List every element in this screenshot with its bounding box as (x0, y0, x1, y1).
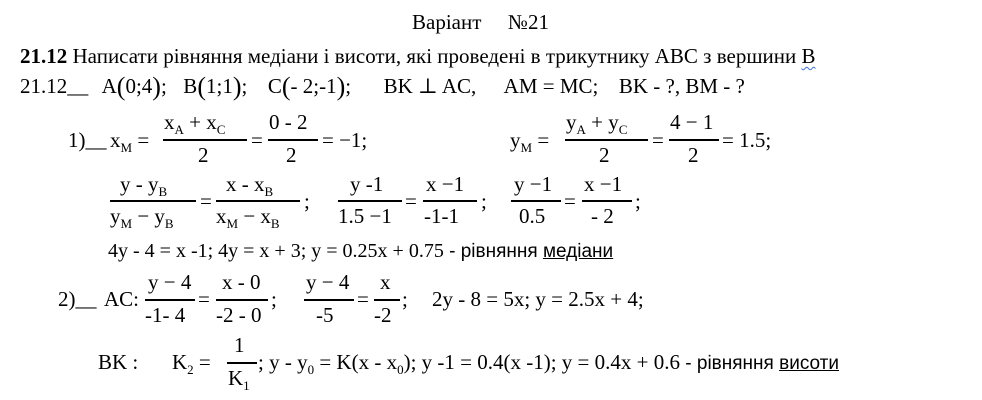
problem-text: Написати рівняння медіани і висоти, які проведені в трикутнику АВС з вершини (67, 44, 802, 68)
line-sep-2: ; (481, 189, 487, 213)
point-a-name: A (101, 74, 117, 98)
ac-f3-denominator: -5 (316, 303, 334, 327)
line-f5-denominator: 0.5 (519, 204, 546, 228)
line-f2-bar (216, 200, 300, 202)
bk-label: BK : (98, 350, 139, 374)
xm-numerator-2: 0 - 2 (269, 110, 308, 134)
ac-tail: 2y - 8 = 5x; y = 2.5x + 4; (432, 287, 644, 311)
ym-result: = 1.5; (722, 128, 772, 152)
bk-k2: $K_2$ = (172, 350, 211, 377)
problem-statement (20, 44, 815, 69)
xm-result: = −1; (322, 128, 368, 152)
variant-title (412, 10, 549, 35)
xm-equals: = (251, 128, 263, 152)
xm-lhs: $x_M$ = (110, 128, 150, 155)
line-f4-denominator: -1-1 (424, 204, 459, 228)
bk-k-numerator: 1 (234, 333, 245, 357)
line-f2-numerator: x - $x_B$ (226, 172, 274, 199)
condition-perpendicular: BK ⊥ AC, (383, 74, 477, 98)
line-f5-bar (511, 200, 561, 202)
bk-equation: ; $y - y_0 = K(x - x_0)$; y -1 = 0.4(x -1); y = 0.4x + 0.6 - рівняння висоти (258, 350, 839, 377)
line-f1-bar (110, 200, 196, 202)
median-result-word: медіани (542, 241, 614, 262)
ac-f2-numerator: x - 0 (222, 270, 261, 294)
xm-fraction-bar (163, 139, 247, 141)
given-blank: __ (67, 74, 89, 98)
xm-fraction-bar-2 (268, 139, 318, 141)
problem-vertex: В (801, 44, 816, 68)
median-result-label: - рівняння (443, 241, 543, 262)
given-number: 21.12 (20, 74, 68, 98)
point-b-name: B (183, 74, 198, 98)
variant-label: Варіант (412, 10, 482, 34)
ac-f3-bar (304, 299, 354, 301)
ym-fraction-bar-2 (669, 139, 719, 141)
line-f6-bar (582, 200, 632, 202)
line-f4-numerator: x −1 (426, 172, 465, 196)
xm-denominator-2: 2 (286, 143, 297, 167)
condition-median: AM = MC; (503, 74, 599, 98)
line-f3-numerator: y -1 (350, 172, 384, 196)
ac-f4-bar (374, 299, 400, 301)
ac-f1-equals: = (198, 287, 210, 311)
point-c-coords: - 2;-1 (290, 74, 337, 98)
ac-label: AC: (104, 287, 140, 311)
height-result-label: - рівняння (680, 353, 780, 374)
point-b-coords: 1;1 (205, 74, 233, 98)
variant-number: №21 (507, 10, 549, 34)
bk-k-denominator: $K_1$ (228, 366, 250, 393)
height-result-word: висоти (779, 353, 839, 374)
line-f4-bar (423, 200, 477, 202)
median-result (108, 240, 613, 263)
ac-f2-bar (216, 299, 268, 301)
ac-sep-1: ; (271, 287, 277, 311)
line-f1-denominator: $y_M - y_B$ (110, 204, 174, 231)
problem-number: 21.12 (20, 44, 68, 68)
ac-sep-2: ; (402, 287, 408, 311)
ac-f4-numerator: x (380, 270, 391, 294)
line-f3-equals: = (405, 189, 417, 213)
ac-f3-equals: = (357, 287, 369, 311)
ac-f4-denominator: -2 (374, 303, 392, 327)
line-sep-1: ; (304, 189, 310, 213)
given-question: BK - ?, BM - ? (618, 74, 745, 98)
xm-numerator: $x_A + x_C$ (164, 110, 226, 137)
ac-f2-denominator: -2 - 0 (216, 303, 262, 327)
line-f5-equals: = (564, 189, 576, 213)
point-c-name: C (267, 74, 282, 98)
given-line: 21.12__ A(0;4); B(1;1); C(- 2;-1); BK ⊥ AC, AM = MC; BK - ?, BM - ? (20, 72, 745, 101)
median-equation: 4y - 4 = x -1; 4y = x + 3; y = 0.25x + 0.75 (108, 240, 444, 262)
bk-k-bar (227, 362, 257, 364)
ym-denominator-2: 2 (688, 143, 699, 167)
ym-lhs: $y_M$ = (510, 128, 550, 155)
line-f3-denominator: 1.5 −1 (338, 204, 392, 228)
line-f2-denominator: $x_M - x_B$ (216, 204, 280, 231)
line-f6-denominator: - 2 (591, 204, 614, 228)
ym-numerator-2: 4 − 1 (670, 110, 714, 134)
point-a-coords: 0;4 (125, 74, 153, 98)
line-sep-3: ; (635, 189, 641, 213)
ac-f1-bar (145, 299, 195, 301)
ac-f1-numerator: y − 4 (148, 270, 192, 294)
part2-label: 2)__ (58, 287, 97, 311)
xm-denominator: 2 (198, 143, 209, 167)
part1-label: 1)__ (68, 128, 107, 152)
ym-denominator: 2 (599, 143, 610, 167)
ac-f3-numerator: y − 4 (306, 270, 350, 294)
ac-f1-denominator: -1- 4 (145, 303, 186, 327)
line-f1-equals: = (200, 189, 212, 213)
ym-equals: = (652, 128, 664, 152)
line-f1-numerator: y - $y_B$ (120, 172, 168, 199)
line-f5-numerator: y −1 (514, 172, 553, 196)
line-f6-numerator: x −1 (584, 172, 623, 196)
ym-numerator: $y_A + y_C$ (566, 110, 628, 137)
line-f3-bar (338, 200, 402, 202)
ym-fraction-bar (565, 139, 648, 141)
